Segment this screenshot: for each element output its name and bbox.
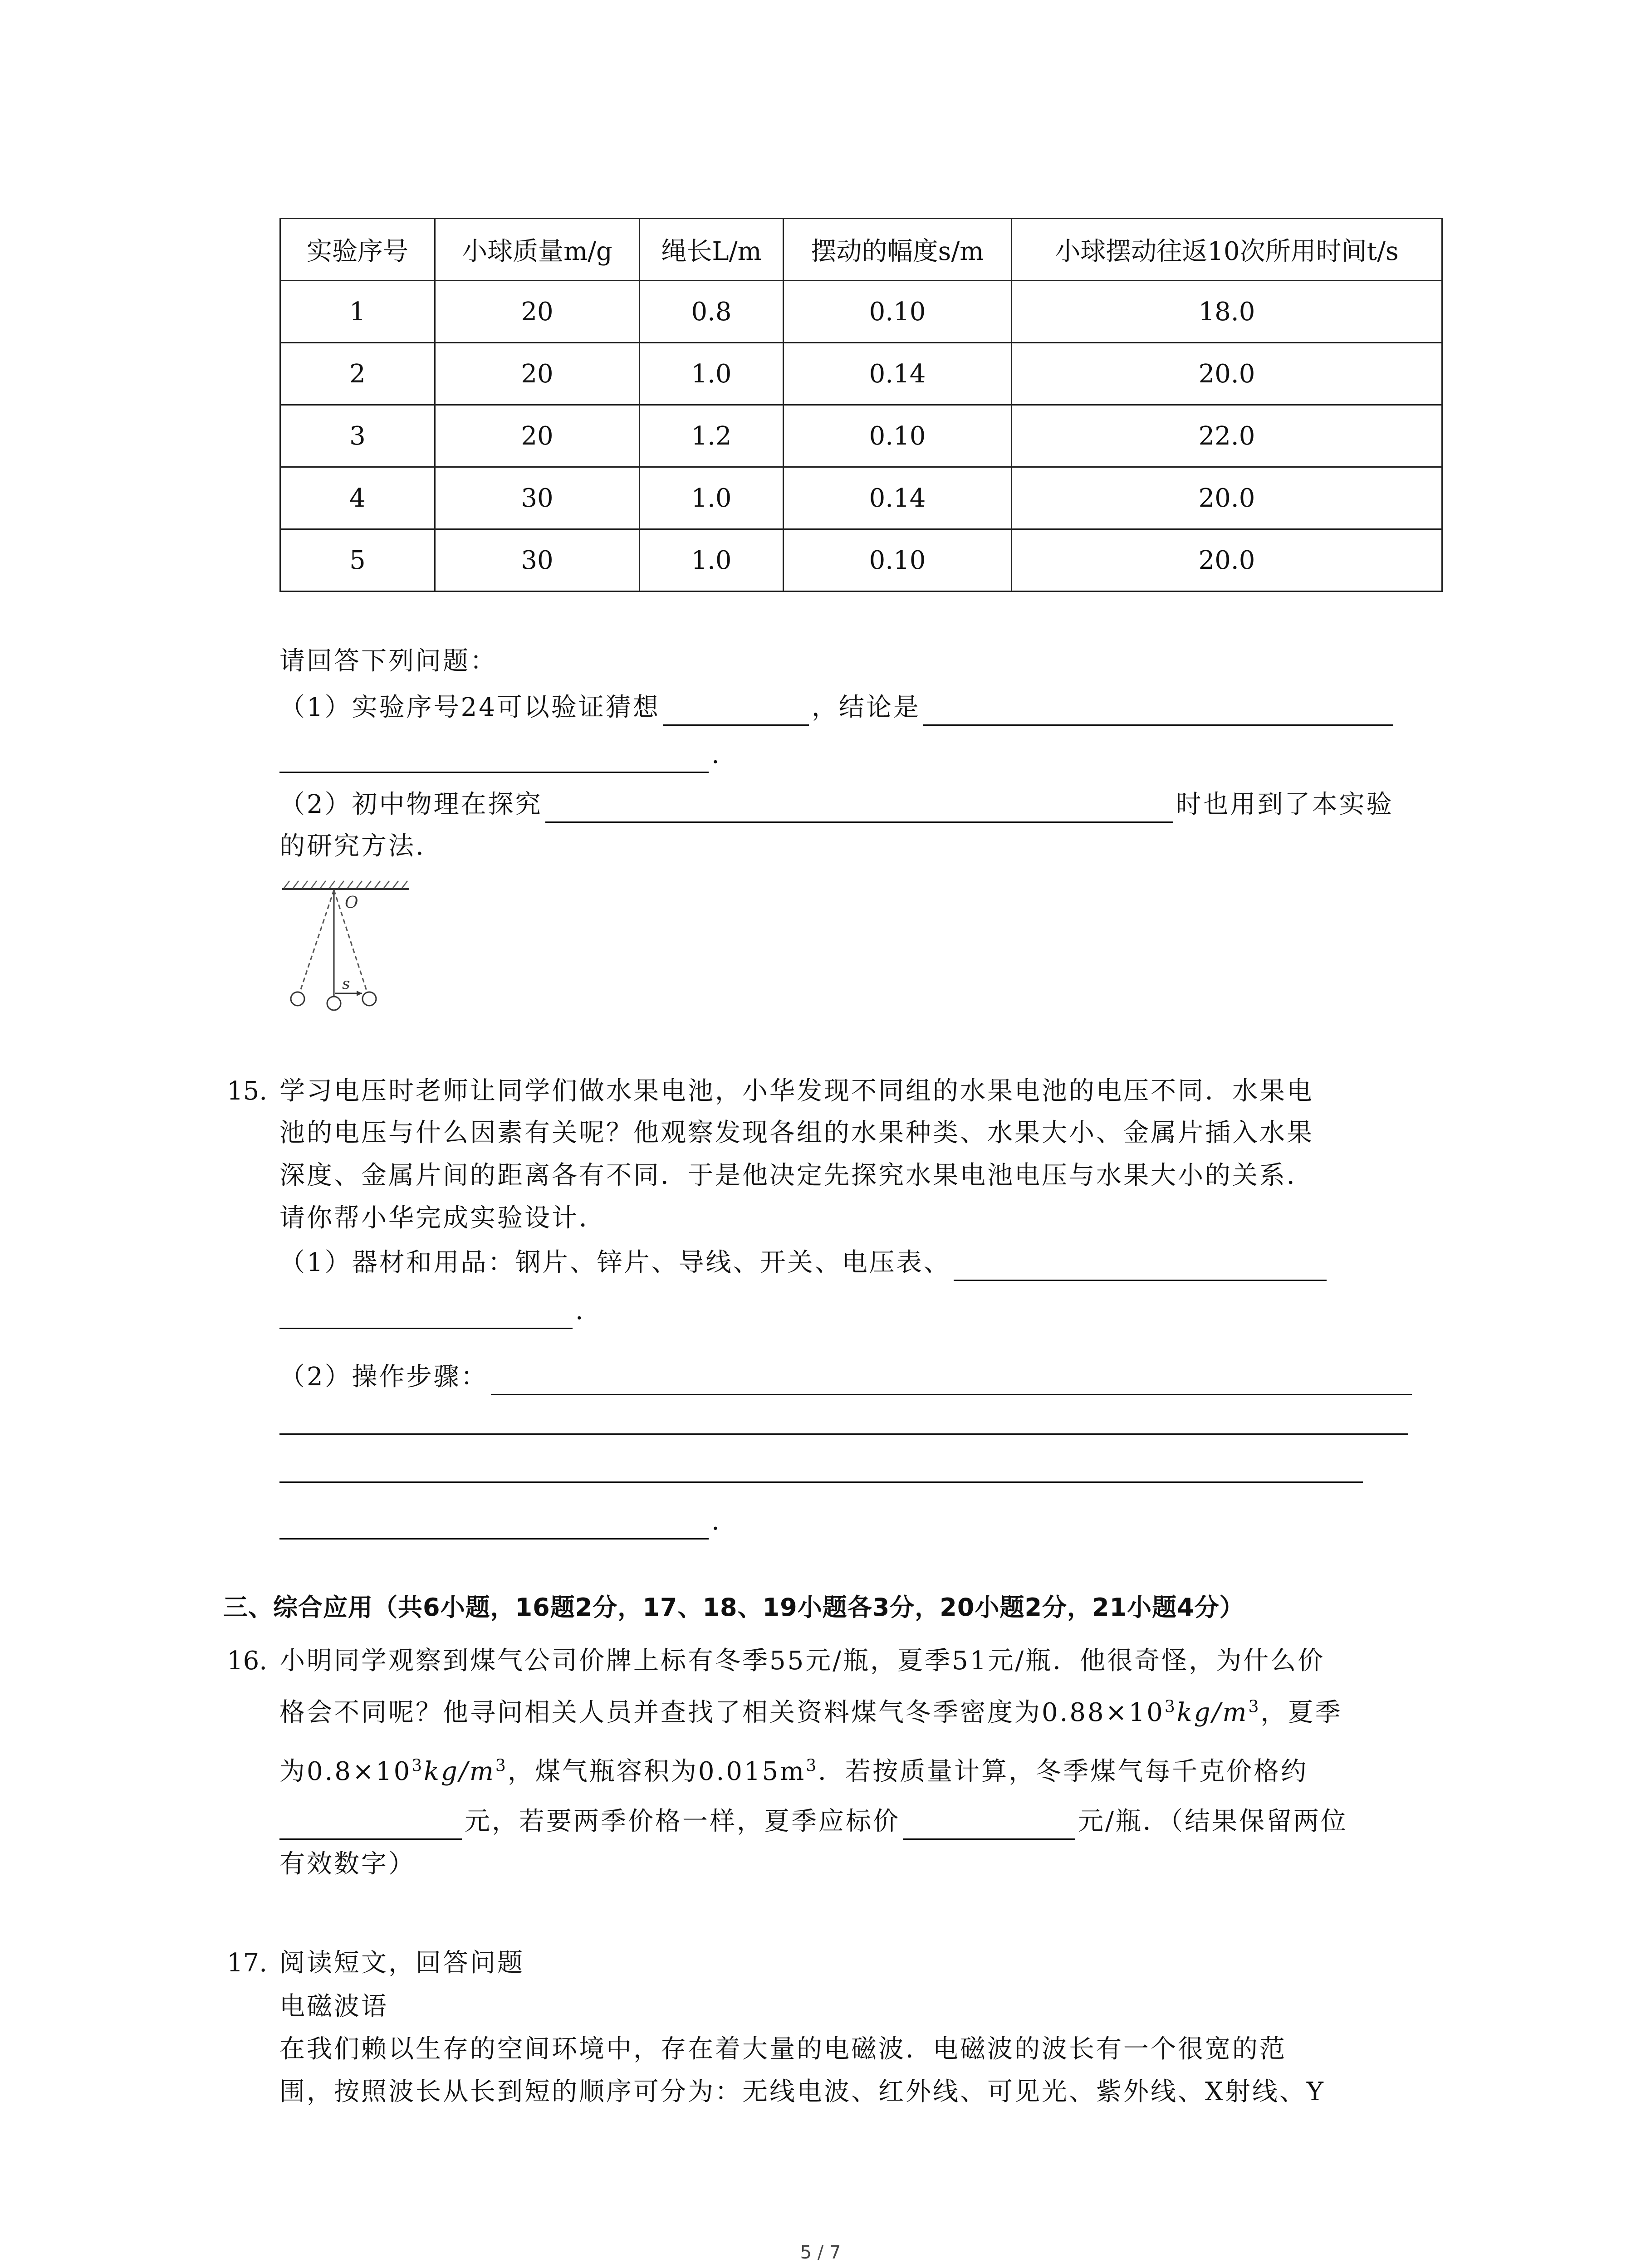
table-header: 实验序号 [280, 219, 435, 281]
q15-part1-cont [279, 1293, 585, 1329]
period: . [711, 1506, 721, 1536]
table-cell: 0.14 [784, 343, 1012, 405]
table-cell: 5 [280, 529, 435, 591]
experiment-table [279, 218, 1443, 592]
q16-line4 [279, 1804, 1348, 1840]
table-cell: 20.0 [1012, 529, 1442, 591]
answer-blank[interactable] [903, 1810, 1075, 1840]
table-cell: 18.0 [1012, 281, 1442, 343]
table-header: 摆动的幅度s/m [784, 219, 1012, 281]
q15-line4: 请你帮小华完成实验设计． [279, 1203, 606, 1233]
q17-line3: 在我们赖以生存的空间环境中，存在着大量的电磁波．电磁波的波长有一个很宽的范 [279, 2034, 1287, 2064]
answer-blank[interactable] [954, 1251, 1327, 1281]
table-cell: 20.0 [1012, 467, 1442, 529]
q17-number: 17. [227, 1948, 268, 1978]
q15-number: 15. [227, 1076, 268, 1106]
label-s: s [342, 975, 350, 993]
table-cell: 30 [435, 529, 640, 591]
table-row [280, 467, 1442, 529]
superscript: 3 [411, 1756, 424, 1775]
q17-line1: 阅读短文，回答问题 [279, 1948, 524, 1978]
pendulum-string-left [299, 890, 334, 993]
q14-part2-text2: 时也用到了本实验 [1176, 790, 1394, 819]
table-row [280, 529, 1442, 591]
table-row [280, 405, 1442, 467]
q16-text: 为0.8×10 [279, 1757, 412, 1786]
q14-prompt: 请回答下列问题： [279, 646, 497, 676]
table-cell: 1.0 [640, 529, 784, 591]
ceiling-hatch [284, 881, 407, 888]
q14-part2 [279, 787, 1394, 823]
table-cell: 2 [280, 343, 435, 405]
superscript: 3 [1164, 1697, 1177, 1716]
q16-line3 [279, 1754, 1308, 1790]
q14-part2-cont: 的研究方法. [279, 831, 426, 861]
ball-center [327, 997, 341, 1010]
table-header: 小球摆动往返10次所用时间t/s [1012, 219, 1442, 281]
q16-text: ，夏季 [1260, 1698, 1342, 1727]
table-cell: 0.10 [784, 281, 1012, 343]
table-cell: 20 [435, 405, 640, 467]
q14-part1-cont [279, 737, 721, 773]
q16-text: ．若按质量计算，冬季煤气每千克价格约 [818, 1757, 1308, 1786]
q15-line3: 深度、金属片间的距离各有不同．于是他决定先探究水果电池电压与水果大小的关系． [279, 1161, 1314, 1190]
superscript: 3 [495, 1756, 508, 1775]
table-cell: 1 [280, 281, 435, 343]
answer-blank[interactable] [279, 1300, 573, 1329]
table-header: 绳长L/m [640, 219, 784, 281]
table-cell: 0.10 [784, 529, 1012, 591]
page-number: 5 / 7 [800, 2242, 841, 2263]
answer-blank[interactable] [545, 793, 1173, 823]
ball-left [291, 992, 304, 1006]
table-cell: 0.14 [784, 467, 1012, 529]
table-cell: 1.0 [640, 343, 784, 405]
table-cell: 1.0 [640, 467, 784, 529]
table-cell: 20.0 [1012, 343, 1442, 405]
table-cell: 22.0 [1012, 405, 1442, 467]
q17-line4: 围，按照波长从长到短的顺序可分为：无线电波、红外线、可见光、紫外线、X射线、Y [279, 2077, 1325, 2107]
q16-text: 格会不同呢？他寻问相关人员并查找了相关资料煤气冬季密度为0.88×10 [279, 1698, 1165, 1727]
answer-blank[interactable] [923, 696, 1393, 726]
answer-blank[interactable] [663, 696, 809, 726]
unit: kg/m [424, 1757, 495, 1786]
superscript: 3 [1248, 1697, 1261, 1716]
q16-line1: 小明同学观察到煤气公司价牌上标有冬季55元/瓶，夏季51元/瓶．他很奇怪，为什么价 [279, 1646, 1325, 1676]
table-header-row [280, 219, 1442, 281]
table-cell: 20 [435, 343, 640, 405]
q15-part2-text: （2）操作步骤： [279, 1362, 488, 1392]
table-cell: 20 [435, 281, 640, 343]
table-cell: 0.8 [640, 281, 784, 343]
q16-text: 元/瓶．（结果保留两位 [1078, 1807, 1348, 1836]
q14-part1-text2: ，结论是 [811, 693, 921, 722]
q15-part1-text: （1）器材和用品：钢片、锌片、导线、开关、电压表、 [279, 1248, 951, 1277]
label-o: O [345, 894, 358, 912]
table-row [280, 343, 1442, 405]
q14-part1 [279, 689, 1396, 726]
arrow-head [357, 991, 362, 996]
table-header: 小球质量m/g [435, 219, 640, 281]
ball-right [362, 992, 376, 1006]
table-row [280, 281, 1442, 343]
q16-line5: 有效数字） [279, 1849, 416, 1879]
q15-part2 [279, 1359, 1415, 1395]
answer-line[interactable] [279, 1481, 1363, 1483]
q15-part2-end [279, 1503, 721, 1540]
unit: kg/m [1176, 1698, 1249, 1727]
table-cell: 0.10 [784, 405, 1012, 467]
q15-part1 [279, 1245, 1329, 1281]
table-cell: 30 [435, 467, 640, 529]
answer-blank[interactable] [279, 1810, 462, 1840]
q15-line1: 学习电压时老师让同学们做水果电池，小华发现不同组的水果电池的电压不同．水果电 [279, 1076, 1314, 1106]
q16-text: 元，若要两季价格一样，夏季应标价 [465, 1807, 900, 1836]
q16-number: 16. [227, 1646, 268, 1676]
answer-blank[interactable] [279, 1510, 709, 1540]
q14-part1-text: （1）实验序号24可以验证猜想 [279, 693, 660, 722]
q14-part2-text: （2）初中物理在探究 [279, 790, 543, 819]
period: . [711, 740, 721, 769]
answer-blank[interactable] [279, 743, 709, 773]
pendulum-figure [278, 880, 414, 1021]
q17-line2: 电磁波语 [279, 1992, 388, 2021]
answer-blank[interactable] [491, 1366, 1412, 1395]
q16-line2 [279, 1695, 1342, 1731]
table-cell: 4 [280, 467, 435, 529]
answer-line[interactable] [279, 1433, 1408, 1435]
section-heading: 三、综合应用（共6小题，16题2分，17、18、19小题各3分，20小题2分，21小题4分） [223, 1593, 1244, 1622]
superscript: 3 [806, 1756, 818, 1775]
period: . [575, 1296, 585, 1325]
q15-line2: 池的电压与什么因素有关呢？他观察发现各组的水果种类、水果大小、金属片插入水果 [279, 1118, 1314, 1148]
table-cell: 1.2 [640, 405, 784, 467]
q16-text: ，煤气瓶容积为0.015m [507, 1757, 806, 1786]
table-cell: 3 [280, 405, 435, 467]
